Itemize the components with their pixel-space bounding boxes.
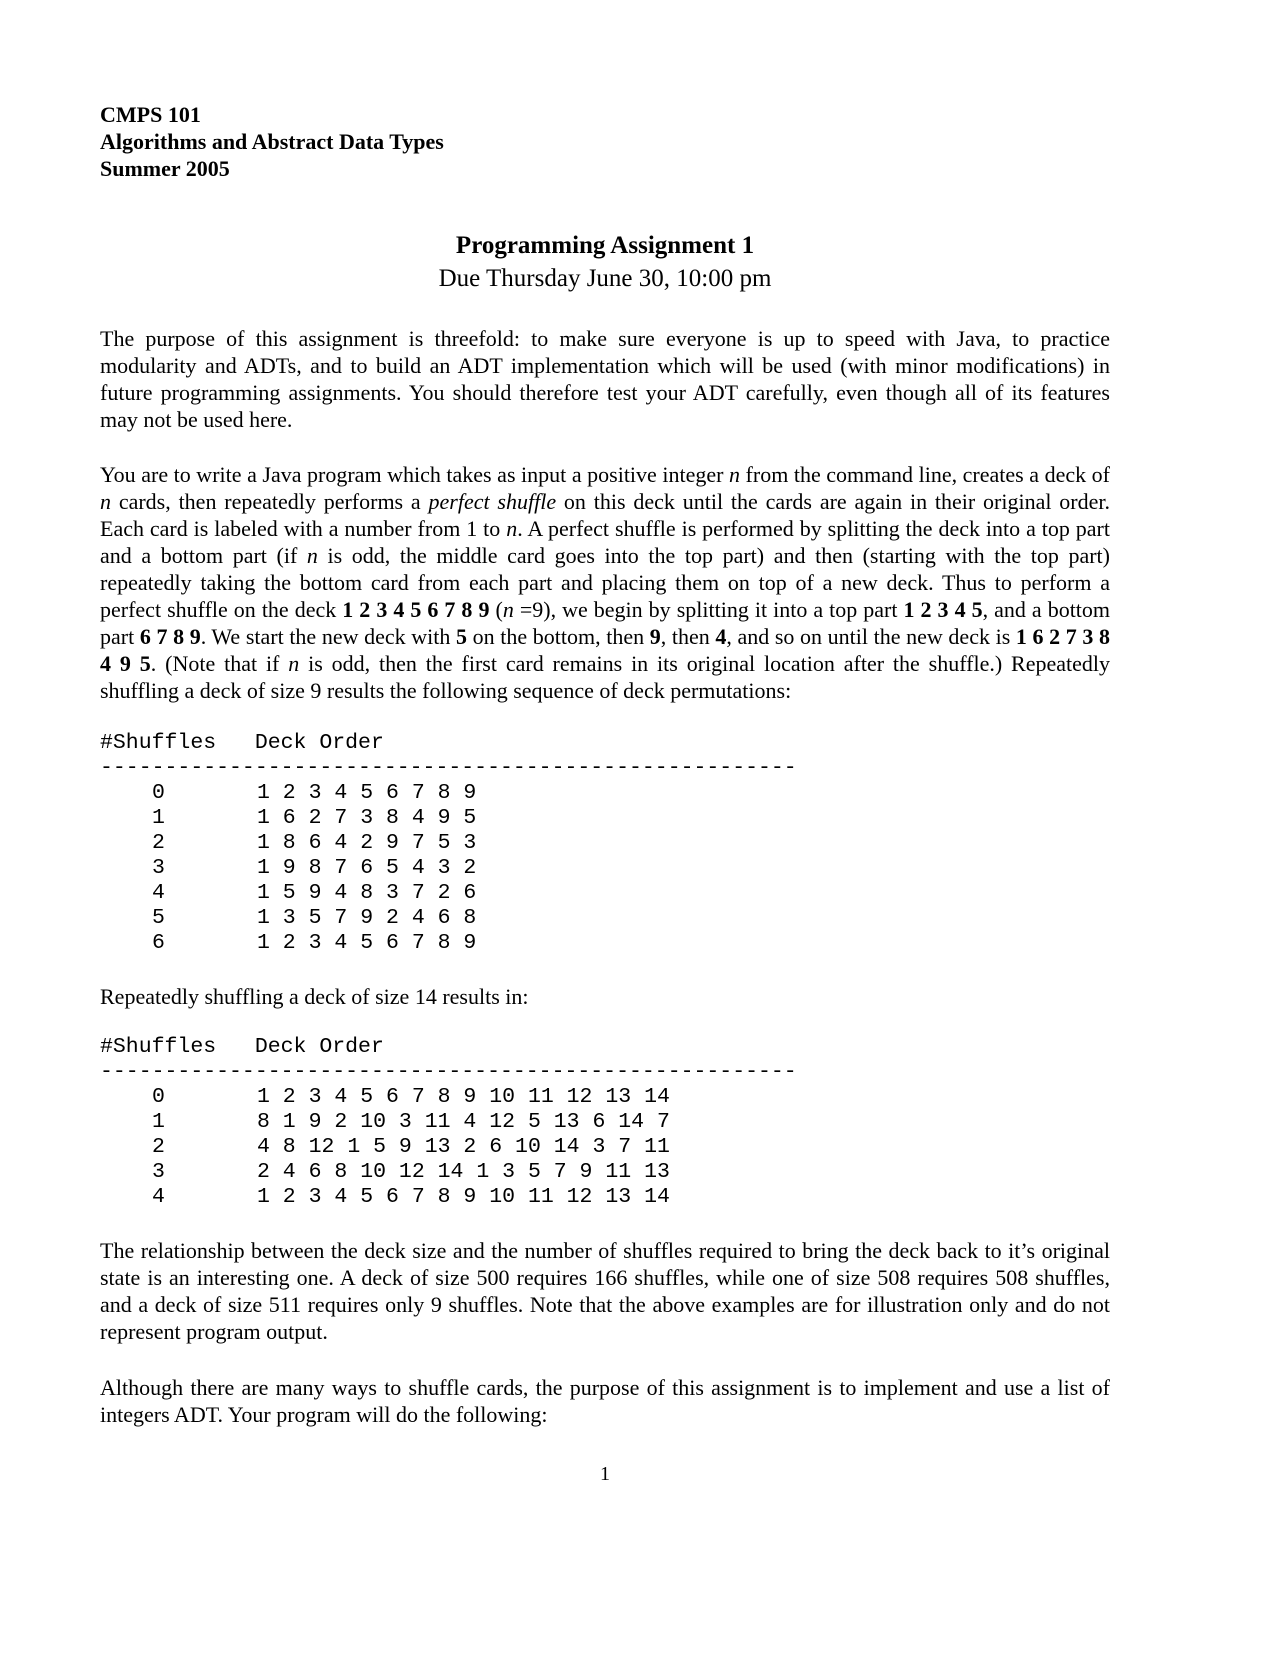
page-number: 1 bbox=[600, 1463, 610, 1485]
deck-order: 1 9 8 7 6 5 4 3 2 bbox=[257, 856, 477, 880]
deck-order: 8 1 9 2 10 3 11 4 12 5 13 6 14 7 bbox=[257, 1110, 670, 1134]
deck-order: 1 8 6 4 2 9 7 5 3 bbox=[257, 831, 477, 855]
course-title: Algorithms and Abstract Data Types bbox=[100, 129, 444, 154]
table-row bbox=[100, 1085, 1110, 1110]
shuffle-count: 3 bbox=[152, 1160, 165, 1184]
shuffle-count: 3 bbox=[152, 856, 165, 880]
deck-order: 4 8 12 1 5 9 13 2 6 10 14 3 7 11 bbox=[257, 1135, 670, 1159]
deck-order: 1 6 2 7 3 8 4 9 5 bbox=[257, 806, 477, 830]
table-header: #Shuffles Deck Order bbox=[100, 731, 384, 755]
deck-order: 1 2 3 4 5 6 7 8 9 10 11 12 13 14 bbox=[257, 1085, 670, 1109]
deck-order: 1 2 3 4 5 6 7 8 9 bbox=[257, 931, 477, 955]
table-row bbox=[100, 881, 1110, 906]
shuffle-count: 2 bbox=[152, 831, 165, 855]
table-row bbox=[100, 781, 1110, 806]
course-header bbox=[100, 101, 1110, 182]
shuffle-count: 4 bbox=[152, 1185, 165, 1209]
shuffle-table-9 bbox=[100, 731, 1110, 956]
table-row bbox=[100, 1160, 1110, 1185]
table-row bbox=[100, 856, 1110, 881]
course-code: CMPS 101 bbox=[100, 102, 201, 127]
table-row bbox=[100, 906, 1110, 931]
table-row bbox=[100, 1185, 1110, 1210]
shuffle-count: 0 bbox=[152, 781, 165, 805]
due-date: Due Thursday June 30, 10:00 pm bbox=[438, 265, 772, 292]
deck-order: 2 4 6 8 10 12 14 1 3 5 7 9 11 13 bbox=[257, 1160, 670, 1184]
deck-order: 1 3 5 7 9 2 4 6 8 bbox=[257, 906, 477, 930]
shuffle-count: 5 bbox=[152, 906, 165, 930]
shuffle-count: 6 bbox=[152, 931, 165, 955]
paragraph-purpose: The purpose of this assignment is threefold: to make sure everyone is up to speed with Java, to practice modularity and ADTs, and to build an ADT implementation which will be used (with minor modifications) in future programming assignments. You should therefore test your ADT carefully, even though all of its features may not be used here. bbox=[100, 326, 1110, 432]
shuffle-table-14 bbox=[100, 1035, 1110, 1210]
paragraph-relationship: The relationship between the deck size and the number of shuffles required to bring the deck back to it’s original state is an interesting one. A deck of size 500 requires 166 shuffles, while one of size 508 requires 508 shuffles, and a deck of size 511 requires only 9 shuffles. Note that the above examples are for illustration only and do not represent program output. bbox=[100, 1238, 1110, 1344]
table-row bbox=[100, 1135, 1110, 1160]
paragraph-size14: Repeatedly shuffling a deck of size 14 results in: bbox=[100, 984, 529, 1009]
deck-order: 1 5 9 4 8 3 7 2 6 bbox=[257, 881, 477, 905]
table-header: #Shuffles Deck Order bbox=[100, 1035, 384, 1059]
table-row bbox=[100, 806, 1110, 831]
table-rule: ------------------------------------------------------ bbox=[100, 1060, 797, 1084]
table-row bbox=[100, 931, 1110, 956]
assignment-title: Programming Assignment 1 bbox=[455, 232, 755, 259]
course-term: Summer 2005 bbox=[100, 156, 230, 181]
shuffle-count: 1 bbox=[152, 806, 165, 830]
shuffle-count: 0 bbox=[152, 1085, 165, 1109]
shuffle-count: 4 bbox=[152, 881, 165, 905]
paragraph-implementation: Although there are many ways to shuffle cards, the purpose of this assignment is to implement and use a list of integers ADT. Your program will do the following: bbox=[100, 1375, 1110, 1427]
table-rule: ------------------------------------------------------ bbox=[100, 756, 797, 780]
shuffle-count: 2 bbox=[152, 1135, 165, 1159]
shuffle-count: 1 bbox=[152, 1110, 165, 1134]
deck-order: 1 2 3 4 5 6 7 8 9 10 11 12 13 14 bbox=[257, 1185, 670, 1209]
paragraph-description: You are to write a Java program which takes as input a positive integer n from the command line, creates a deck of n cards, then repeatedly performs a perfect shuffle on this deck until the cards are again in their original order. Each card is labeled with a number from 1 to n. A perfect shuffle is performed by splitting the deck into a top part and a bottom part (if n is odd, the middle card goes into the top part) and then (starting with the top part) repeatedly taking the bottom card from each part and placing them on top of a new deck. Thus to perform a perfect shuffle on the deck 1 2 3 4 5 6 7 8 9 (n =9), we begin by splitting it into a top part 1 2 3 4 5, and a bottom part 6 7 8 9. We start the new deck with 5 on the bottom, then 9, then 4, and so on until the new deck is 1 6 2 7 3 8 4 9 5. (Note that if n is odd, then the first card remains in its original location after the shuffle.) Repeatedly shuffling a deck of size 9 results the following sequence of deck permutations: bbox=[100, 462, 1111, 703]
table-row bbox=[100, 831, 1110, 856]
table-row bbox=[100, 1110, 1110, 1135]
deck-order: 1 2 3 4 5 6 7 8 9 bbox=[257, 781, 477, 805]
assignment-heading bbox=[100, 229, 1110, 295]
